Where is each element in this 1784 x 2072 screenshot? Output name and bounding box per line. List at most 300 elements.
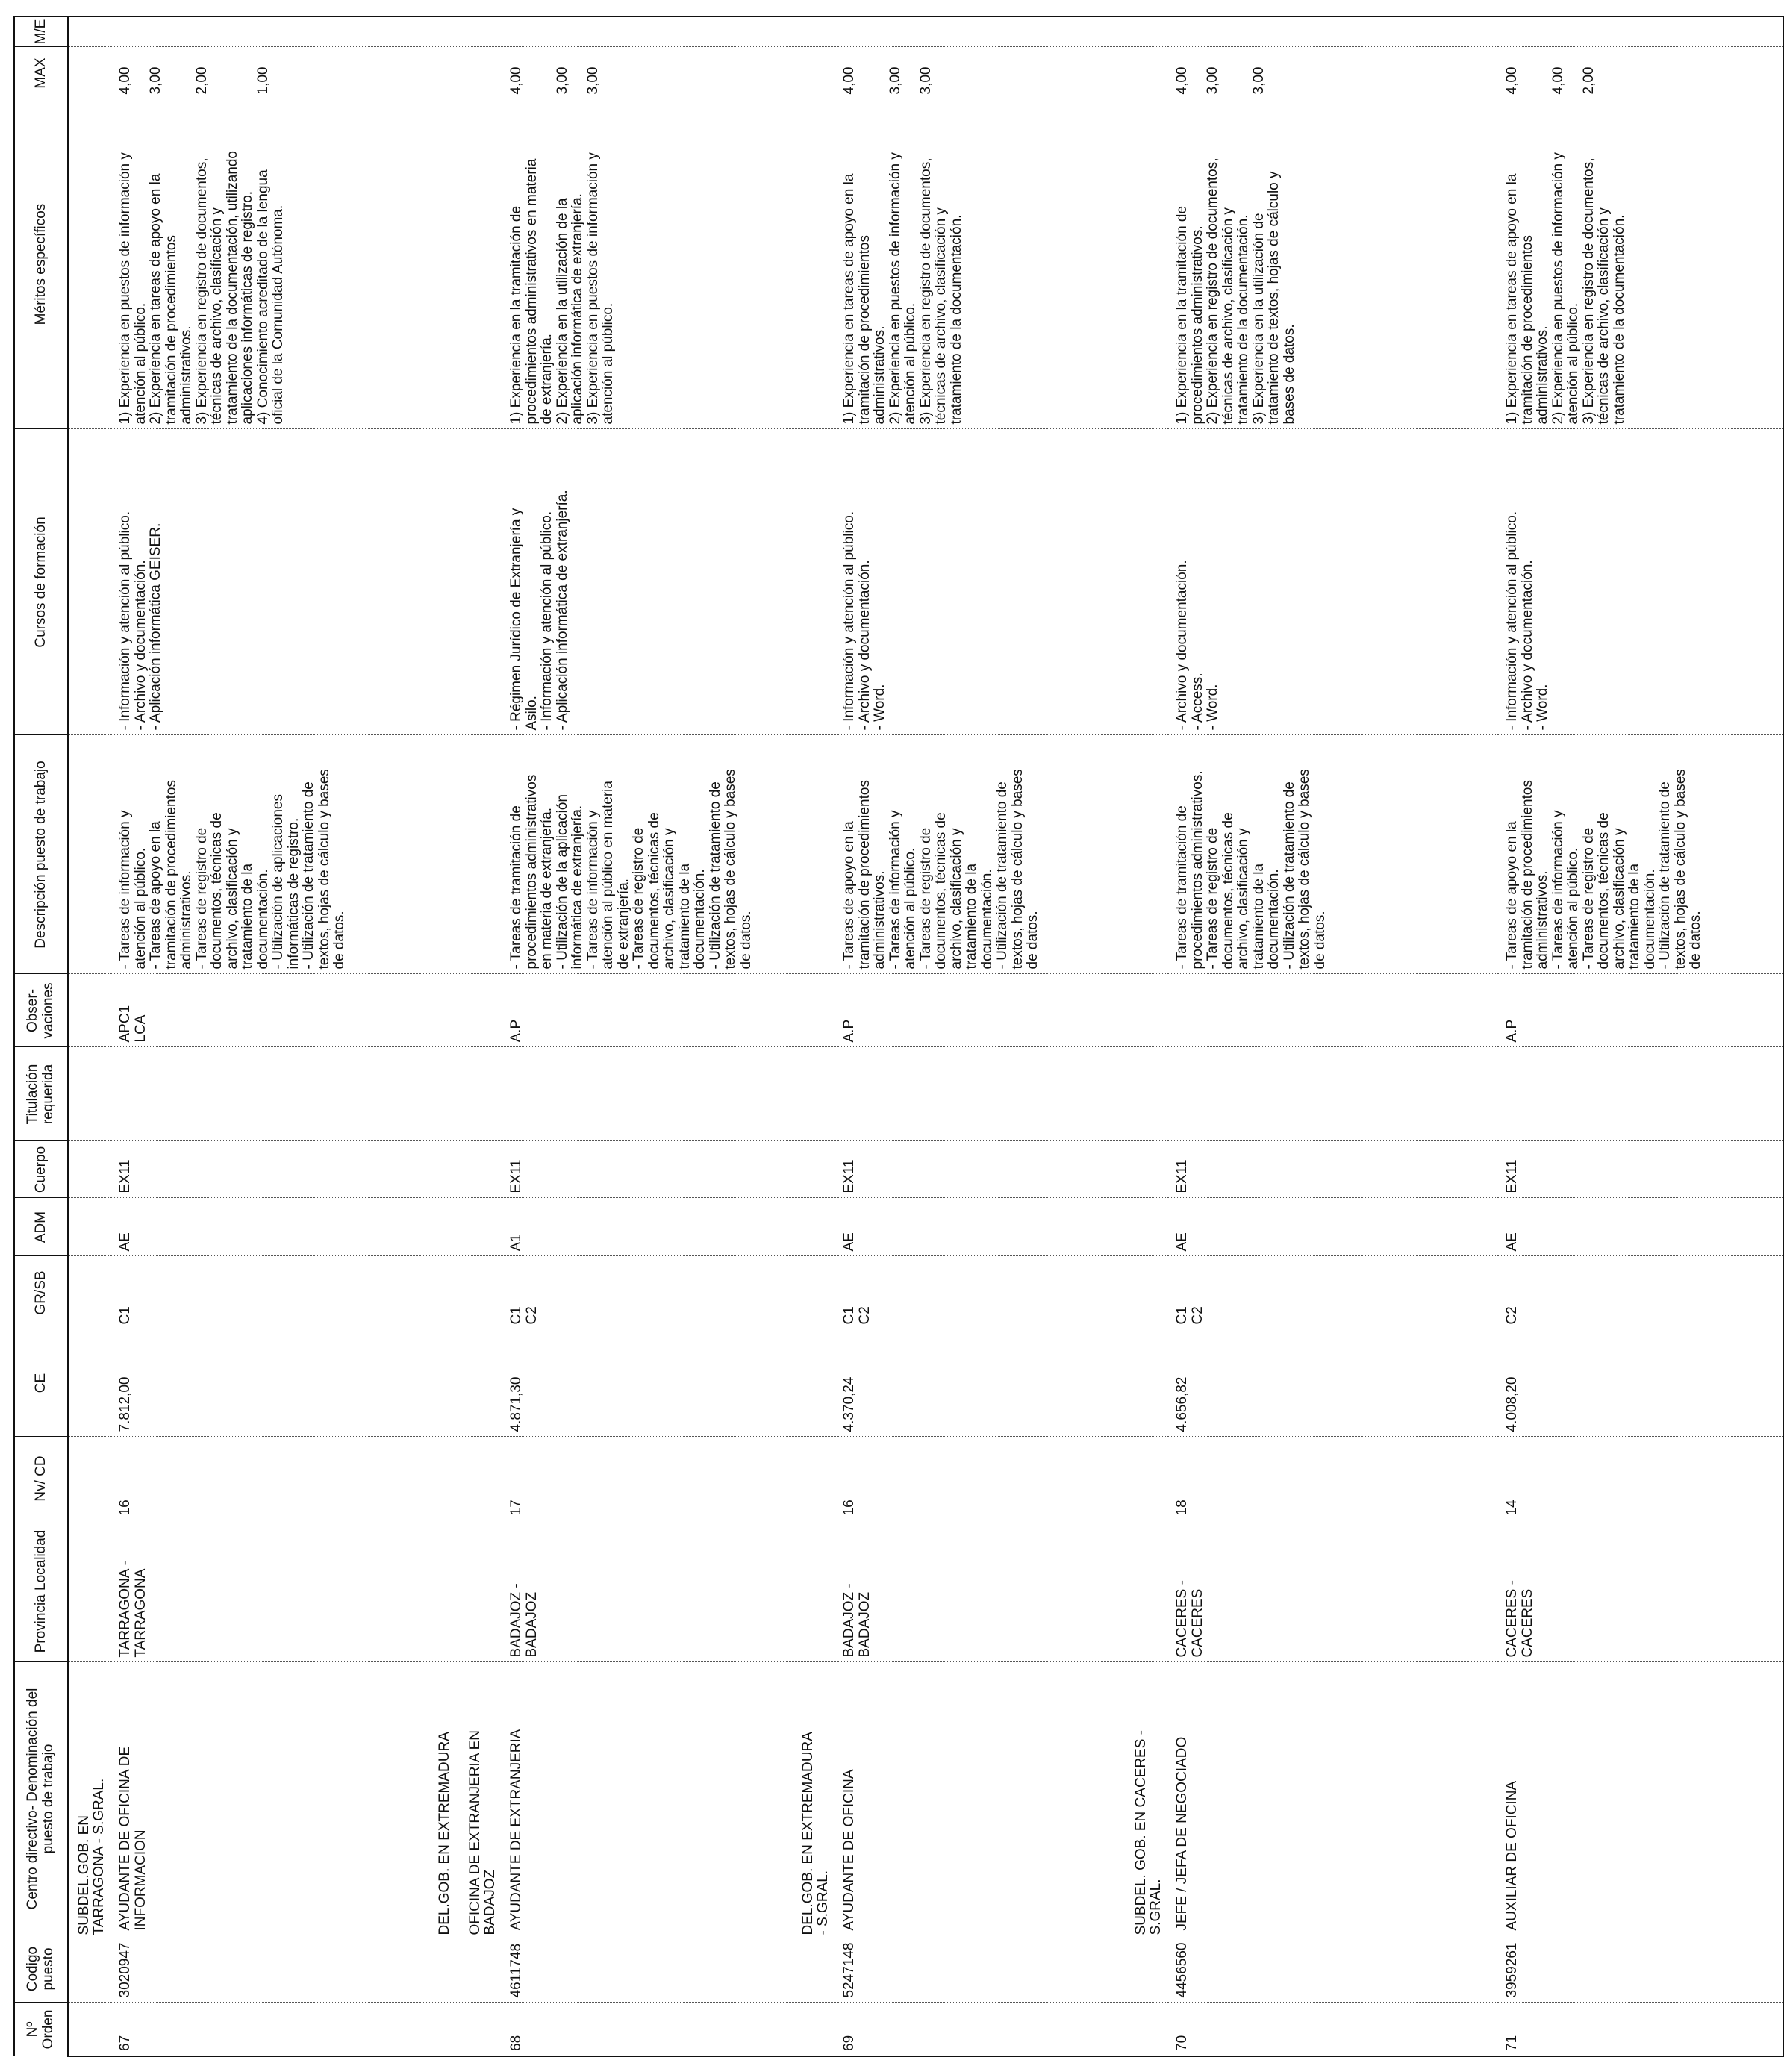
blank-cell bbox=[68, 735, 110, 974]
observaciones-cell bbox=[835, 974, 1126, 1047]
unit-name-line: DEL.GOB. EN EXTREMADURA bbox=[436, 1732, 452, 1935]
meritos-cell bbox=[502, 99, 793, 429]
merito-item bbox=[1505, 104, 1551, 425]
merito-item bbox=[118, 104, 149, 425]
orden-cell bbox=[110, 2003, 402, 2056]
descripcion-cell-text-line: textos, hojas de cálculo y bases bbox=[723, 769, 739, 970]
provincia-cell-text-line: BADAJOZ - bbox=[841, 1583, 857, 1658]
header-observaciones: Obser- vaciones bbox=[14, 974, 68, 1047]
orden-cell bbox=[502, 2003, 793, 2056]
codigo-cell-text bbox=[1505, 1941, 1521, 1998]
merito-line: tramitación de procedimientos bbox=[856, 235, 873, 425]
observaciones-cell-text-line: A.P bbox=[508, 1019, 524, 1043]
codigo-cell bbox=[835, 1935, 1126, 2003]
blank-cell bbox=[793, 99, 835, 429]
merito-line: tratamiento de la documentación. bbox=[1235, 214, 1252, 425]
cursos-cell-text-line: - Archivo y documentación. bbox=[1519, 560, 1535, 731]
meritos-cell bbox=[1497, 99, 1783, 429]
orden-cell bbox=[1167, 2003, 1459, 2056]
cursos-cell-text-line: - Régimen Jurídico de Extranjería y bbox=[508, 508, 524, 731]
max-value: 2,00 bbox=[193, 66, 210, 95]
titulacion-cell bbox=[110, 1047, 402, 1141]
ce-cell-text bbox=[1505, 1335, 1521, 1432]
titulacion-cell bbox=[835, 1047, 1126, 1141]
merito-line: de extranjería. bbox=[539, 334, 555, 425]
merito-line: tramitación de procedimientos bbox=[163, 235, 179, 425]
provincia-cell bbox=[1167, 1520, 1459, 1662]
ce-cell-text bbox=[118, 1335, 134, 1432]
header-provincia: Provincia Localidad bbox=[14, 1520, 68, 1662]
cuerpo-cell-text-line: EX11 bbox=[1504, 1159, 1520, 1193]
descripcion-cell-text-line: de datos. bbox=[1688, 911, 1704, 970]
observaciones-cell bbox=[1167, 974, 1459, 1047]
max-spacer bbox=[179, 52, 195, 95]
max-spacer bbox=[1221, 52, 1237, 95]
descripcion-cell-text-line: documentos, técnicas de bbox=[646, 812, 662, 970]
observaciones-cell-text-line: APC1 bbox=[117, 1005, 133, 1043]
merito-line: procedimientos administrativos. bbox=[1189, 225, 1206, 425]
blank-cell bbox=[793, 1520, 835, 1662]
nivel-cell bbox=[110, 1437, 402, 1520]
provincia-cell-text-line: TARRAGONA - bbox=[117, 1561, 133, 1658]
blank-cell bbox=[68, 47, 110, 99]
blank-cell bbox=[1459, 429, 1497, 735]
blank-cell bbox=[402, 1047, 502, 1141]
codigo-cell-text-line: 4456560 bbox=[1174, 1942, 1190, 1998]
me-cell bbox=[835, 16, 1126, 47]
header-adm: ADM bbox=[14, 1198, 68, 1256]
titulacion-cell-text-line bbox=[842, 1052, 858, 1137]
max-spacer bbox=[1566, 52, 1582, 95]
cuerpo-cell bbox=[1167, 1141, 1459, 1198]
grupo-cell-text-line: C1 bbox=[117, 1306, 133, 1325]
grupo-cell-text bbox=[1175, 1261, 1206, 1325]
cursos-cell-text-line: - Word. bbox=[1535, 684, 1551, 731]
descripcion-cell-text bbox=[842, 740, 1041, 970]
merito-line: 3) Experiencia en registro de documentos, bbox=[917, 157, 934, 425]
cuerpo-cell-text-line: EX11 bbox=[841, 1159, 857, 1193]
descripcion-cell-text-line: - Tareas de información y bbox=[117, 810, 133, 970]
puesto-cell-text-line: AYUDANTE DE OFICINA bbox=[841, 1769, 857, 1931]
blank-cell bbox=[1459, 1437, 1497, 1520]
descripcion-cell-text-line: textos, hojas de cálculo y bases bbox=[1297, 769, 1313, 970]
nivel-cell-text-line: 17 bbox=[508, 1500, 524, 1516]
blank-cell bbox=[1126, 16, 1167, 47]
puesto-cell-text bbox=[509, 1667, 525, 1931]
descripcion-cell-text-line: - Tareas de información y bbox=[584, 810, 601, 970]
unit-row bbox=[68, 16, 110, 2056]
blank-cell bbox=[68, 16, 110, 47]
max-spacer bbox=[1612, 52, 1628, 95]
unit-name-line: OFICINA DE EXTRANJERIA EN bbox=[467, 1730, 483, 1935]
descripcion-cell bbox=[1167, 735, 1459, 974]
merito-line: 3) Experiencia en registro de documentos, bbox=[193, 157, 210, 425]
unit-name bbox=[1134, 1663, 1164, 1935]
codigo-cell-text bbox=[118, 1941, 134, 1998]
descripcion-cell-text-line: administrativos. bbox=[1535, 870, 1551, 970]
unit-cell bbox=[1459, 1662, 1497, 1935]
cursos-cell-text bbox=[509, 434, 570, 731]
ce-cell bbox=[835, 1329, 1126, 1437]
cursos-cell bbox=[1497, 429, 1783, 735]
merito-item bbox=[555, 104, 586, 425]
descripcion-cell-text-line: documentos, técnicas de bbox=[1596, 812, 1612, 970]
codigo-cell-text-line: 4611748 bbox=[508, 1943, 524, 1998]
blank-cell bbox=[68, 1198, 110, 1256]
descripcion-cell-text-line: documentación. bbox=[1266, 869, 1282, 970]
me-cell bbox=[502, 16, 793, 47]
provincia-cell-text-line: TARRAGONA bbox=[132, 1568, 149, 1658]
table-row bbox=[110, 16, 402, 2056]
header-codigo: Codigo puesto bbox=[14, 1935, 68, 2003]
descripcion-cell-text-line: - Utilización de tratamiento de bbox=[994, 781, 1011, 970]
cuerpo-cell-text-line: EX11 bbox=[117, 1159, 133, 1193]
grupo-cell bbox=[502, 1256, 793, 1329]
merito-line: tratamiento de la documentación. bbox=[1611, 214, 1627, 425]
codigo-cell-text bbox=[1175, 1941, 1191, 1998]
blank-cell bbox=[1126, 1141, 1167, 1198]
adm-cell-text-line: AE bbox=[1504, 1232, 1520, 1252]
merito-line: 2) Experiencia en registro de documentos, bbox=[1205, 157, 1221, 425]
header-ce: CE bbox=[14, 1329, 68, 1437]
puesto-cell-text-line: INFORMACION bbox=[132, 1829, 149, 1931]
header-meritos: Méritos específicos bbox=[14, 99, 68, 429]
blank-cell bbox=[68, 1935, 110, 2003]
provincia-cell-text-line: CACERES bbox=[1189, 1588, 1206, 1658]
codigo-cell bbox=[502, 1935, 793, 2003]
descripcion-cell-text-line: - Utilización de aplicaciones bbox=[270, 794, 287, 970]
nivel-cell-text bbox=[1505, 1442, 1521, 1516]
cursos-cell-text-line: - Word. bbox=[872, 684, 888, 731]
blank-cell bbox=[1126, 1935, 1167, 2003]
descripcion-cell-text-line: documentación. bbox=[255, 869, 271, 970]
descripcion-cell-text-line: - Tareas de apoyo en la bbox=[148, 821, 164, 970]
max-value: 3,00 bbox=[917, 66, 934, 95]
cursos-cell-text-line: - Archivo y documentación. bbox=[856, 560, 873, 731]
descripcion-cell-text-line: tratamiento de la bbox=[676, 863, 693, 970]
merito-item bbox=[509, 104, 555, 425]
meritos-cell bbox=[835, 99, 1126, 429]
merito-line: 1) Experiencia en la tramitación de bbox=[1174, 205, 1190, 425]
nivel-cell bbox=[1167, 1437, 1459, 1520]
blank-cell bbox=[1126, 429, 1167, 735]
observaciones-cell-text bbox=[1505, 979, 1521, 1043]
codigo-cell-text-line: 5247148 bbox=[841, 1942, 857, 1998]
provincia-cell bbox=[110, 1520, 402, 1662]
merito-item bbox=[888, 104, 919, 425]
unit-cell bbox=[793, 1662, 835, 1935]
max-value: 4,00 bbox=[1174, 66, 1190, 95]
merito-line: aplicación informática de extranjería. bbox=[570, 193, 586, 425]
descripcion-cell-text-line: atención al público. bbox=[902, 847, 919, 970]
nivel-cell-text-line: 18 bbox=[1174, 1500, 1190, 1516]
unit-name bbox=[77, 1663, 107, 1935]
descripcion-cell-text-line: - Tareas de información y bbox=[887, 810, 903, 970]
merito-line: 1) Experiencia en puestos de información y bbox=[117, 152, 133, 425]
grupo-cell bbox=[1497, 1256, 1783, 1329]
titulacion-cell-text bbox=[509, 1052, 525, 1137]
merito-line: atención al público. bbox=[132, 302, 149, 425]
ce-cell-text bbox=[1175, 1335, 1191, 1432]
me-cell bbox=[110, 16, 402, 47]
merito-line: administrativos. bbox=[872, 325, 888, 425]
nivel-cell bbox=[502, 1437, 793, 1520]
descripcion-cell-text-line: administrativos. bbox=[178, 870, 195, 970]
orden-cell-text-line: 71 bbox=[1504, 2035, 1520, 2051]
ce-cell-text bbox=[509, 1335, 525, 1432]
provincia-cell bbox=[835, 1520, 1126, 1662]
max-spacer bbox=[164, 52, 180, 95]
blank-cell bbox=[1126, 47, 1167, 99]
table-row bbox=[1497, 16, 1783, 2056]
merito-line: tratamiento de la documentación. bbox=[948, 214, 964, 425]
table-row bbox=[835, 16, 1126, 2056]
descripcion-cell-text-line: archivo, clasificación y bbox=[661, 828, 678, 970]
nivel-cell-text bbox=[118, 1442, 134, 1516]
puesto-cell-text-line: JEFE / JEFA DE NEGOCIADO bbox=[1174, 1736, 1190, 1931]
blank-cell bbox=[793, 1437, 835, 1520]
merito-item bbox=[1175, 104, 1206, 425]
adm-cell-text bbox=[1175, 1203, 1191, 1252]
adm-cell bbox=[502, 1198, 793, 1256]
blank-cell bbox=[793, 2003, 835, 2056]
max-spacer bbox=[934, 52, 949, 95]
provincia-cell-text-line: CACERES - bbox=[1504, 1580, 1520, 1658]
header-cursos: Cursos de formación bbox=[14, 429, 68, 735]
blank-cell bbox=[402, 47, 502, 99]
descripcion-cell-text-line: documentos, técnicas de bbox=[1220, 812, 1236, 970]
grupo-cell-text-line: C2 bbox=[1504, 1306, 1520, 1325]
blank-cell bbox=[1459, 1256, 1497, 1329]
cursos-cell-text-line: - Access. bbox=[1189, 673, 1206, 731]
blank-cell bbox=[1126, 735, 1167, 974]
ce-cell bbox=[502, 1329, 793, 1437]
merito-item bbox=[842, 104, 888, 425]
max-spacer bbox=[525, 52, 540, 95]
descripcion-cell-text-line: textos, hojas de cálculo y bases bbox=[316, 769, 332, 970]
blank-cell bbox=[793, 16, 835, 47]
max-value: 3,00 bbox=[1250, 66, 1267, 95]
adm-cell bbox=[835, 1198, 1126, 1256]
titulacion-cell-text bbox=[1175, 1052, 1191, 1137]
blank-cell bbox=[402, 1935, 502, 2003]
blank-cell bbox=[1126, 1256, 1167, 1329]
blank-cell bbox=[68, 429, 110, 735]
merito-line: 3) Experiencia en la utilización de bbox=[1250, 213, 1267, 425]
puesto-cell bbox=[1167, 1662, 1459, 1935]
blank-cell bbox=[68, 974, 110, 1047]
header-max: MAX bbox=[14, 47, 68, 99]
merito-line: procedimientos administrativos en materia bbox=[523, 158, 540, 425]
merito-item bbox=[256, 104, 287, 425]
cuerpo-cell-text-line: EX11 bbox=[508, 1159, 524, 1193]
adm-cell-text bbox=[118, 1203, 134, 1252]
blank-cell bbox=[1459, 1141, 1497, 1198]
codigo-cell-text-line: 3959261 bbox=[1504, 1942, 1520, 1998]
blank-cell bbox=[1459, 99, 1497, 429]
max-value: 4,00 bbox=[117, 66, 133, 95]
grupo-cell-text-line: C2 bbox=[1189, 1306, 1206, 1325]
blank-cell bbox=[1459, 1520, 1497, 1662]
nivel-cell bbox=[1497, 1437, 1783, 1520]
descripcion-cell-text bbox=[509, 740, 754, 970]
merito-line: 1) Experiencia en la tramitación de bbox=[508, 205, 524, 425]
adm-cell-text-line: A1 bbox=[508, 1234, 524, 1252]
unit-name-line: SUBDEL. GOB. EN CACERES - bbox=[1132, 1729, 1149, 1935]
unit-row bbox=[402, 16, 502, 2056]
blank-cell bbox=[1459, 16, 1497, 47]
descripcion-cell-text bbox=[1505, 740, 1704, 970]
table-row bbox=[502, 16, 793, 2056]
blank-cell bbox=[1459, 735, 1497, 974]
descripcion-cell-text-line: de datos. bbox=[737, 911, 754, 970]
merito-item bbox=[149, 104, 195, 425]
max-value: 3,00 bbox=[1205, 66, 1221, 95]
cursos-cell-text-line: - Archivo y documentación. bbox=[1174, 560, 1190, 731]
observaciones-cell-text bbox=[509, 979, 525, 1043]
cuerpo-cell bbox=[835, 1141, 1126, 1198]
grupo-cell bbox=[835, 1256, 1126, 1329]
descripcion-cell-text-line: procedimientos administrativos. bbox=[1189, 770, 1206, 970]
orden-cell-text bbox=[1175, 2008, 1191, 2052]
provincia-cell bbox=[1497, 1520, 1783, 1662]
blank-cell bbox=[1126, 99, 1167, 429]
codigo-cell bbox=[110, 1935, 402, 2003]
table-row bbox=[1167, 16, 1459, 2056]
puesto-cell-text bbox=[1505, 1667, 1521, 1931]
codigo-cell-text bbox=[842, 1941, 858, 1998]
nivel-cell-text-line: 16 bbox=[117, 1500, 133, 1516]
cursos-cell-text-line: - Archivo y documentación. bbox=[132, 560, 149, 731]
descripcion-cell-text-line: informáticas de registro. bbox=[285, 817, 302, 970]
blank-cell bbox=[793, 1141, 835, 1198]
puesto-cell bbox=[1497, 1662, 1783, 1935]
unit-name-line bbox=[452, 1663, 468, 1935]
grupo-cell-text-line: C1 bbox=[841, 1306, 857, 1325]
descripcion-cell-text-line: tramitación de procedimientos bbox=[163, 780, 179, 970]
provincia-cell-text bbox=[1175, 1526, 1206, 1658]
cuerpo-cell-text bbox=[1505, 1146, 1521, 1193]
observaciones-cell-text-line: A.P bbox=[1504, 1019, 1520, 1043]
adm-cell-text bbox=[509, 1203, 525, 1252]
grupo-cell-text bbox=[509, 1261, 540, 1325]
cuerpo-cell-text bbox=[509, 1146, 525, 1193]
descripcion-cell-text-line: - Tareas de registro de bbox=[193, 827, 210, 970]
provincia-cell-text-line: BADAJOZ - bbox=[508, 1583, 524, 1658]
cursos-cell-text-line: - Aplicación informática de extranjería. bbox=[554, 490, 570, 731]
descripcion-cell-text-line: tratamiento de la bbox=[1627, 863, 1643, 970]
descripcion-cell-text-line: atención al público. bbox=[132, 847, 149, 970]
adm-cell-text-line: AE bbox=[1174, 1232, 1190, 1252]
max-spacer bbox=[1282, 52, 1298, 95]
orden-cell-text-line: 69 bbox=[841, 2035, 857, 2051]
merito-line: técnicas de archivo, clasificación y bbox=[1596, 207, 1612, 425]
unit-name bbox=[801, 1663, 832, 1935]
unit-cell bbox=[402, 1662, 502, 1935]
puesto-cell-text-line: AYUDANTE DE EXTRANJERIA bbox=[508, 1729, 524, 1931]
puesto-cell bbox=[110, 1662, 402, 1935]
cursos-cell-text-line: - Aplicación informática GEISER. bbox=[148, 522, 164, 731]
unit-row bbox=[793, 16, 835, 2056]
observaciones-cell-text bbox=[842, 979, 858, 1043]
merito-line: 2) Experiencia en puestos de información y bbox=[887, 152, 903, 425]
ce-cell bbox=[1167, 1329, 1459, 1437]
orden-cell-text-line: 67 bbox=[117, 2035, 133, 2051]
titulacion-cell-text bbox=[842, 1052, 858, 1137]
blank-cell bbox=[1126, 1198, 1167, 1256]
grupo-cell-text-line: C1 bbox=[508, 1306, 524, 1325]
descripcion-cell-text-line: de datos. bbox=[1312, 911, 1328, 970]
max-value: 4,00 bbox=[841, 66, 857, 95]
adm-cell-text bbox=[1505, 1203, 1521, 1252]
descripcion-cell-text-line: tramitación de procedimientos bbox=[856, 780, 873, 970]
orden-cell-text-line: 70 bbox=[1174, 2035, 1190, 2051]
merito-line: 2) Experiencia en la utilización de la bbox=[554, 198, 570, 425]
blank-cell bbox=[402, 1520, 502, 1662]
descripcion-cell-text-line: - Tareas de registro de bbox=[1580, 827, 1597, 970]
titulacion-cell-text-line bbox=[509, 1052, 525, 1137]
header-centro: Centro directivo- Denominación del puesto de trabajo bbox=[14, 1662, 68, 1935]
adm-cell-text-line: AE bbox=[117, 1232, 133, 1252]
max-value: 1,00 bbox=[255, 66, 271, 95]
max-spacer bbox=[134, 52, 149, 95]
max-value: 3,00 bbox=[584, 66, 601, 95]
descripcion-cell-text-line: en materia de extranjería. bbox=[539, 807, 555, 970]
cuerpo-cell bbox=[502, 1141, 793, 1198]
descripcion-cell-text-line: archivo, clasificación y bbox=[948, 828, 964, 970]
provincia-cell-text bbox=[1505, 1526, 1535, 1658]
descripcion-cell-text-line: informática de extranjería. bbox=[570, 805, 586, 970]
merito-line: bases de datos. bbox=[1281, 324, 1297, 425]
codigo-cell-text-line: 3020947 bbox=[117, 1942, 133, 1998]
merito-line: 1) Experiencia en tareas de apoyo en la bbox=[841, 173, 857, 425]
merito-line: administrativos. bbox=[1535, 325, 1551, 425]
blank-cell bbox=[1126, 1520, 1167, 1662]
merito-item bbox=[1582, 104, 1628, 425]
descripcion-cell-text-line: de extranjería. bbox=[615, 879, 631, 970]
cuerpo-cell bbox=[110, 1141, 402, 1198]
blank-cell bbox=[793, 735, 835, 974]
merito-item bbox=[1206, 104, 1252, 425]
cursos-cell bbox=[502, 429, 793, 735]
cursos-cell-text bbox=[842, 434, 888, 731]
blank-cell bbox=[1459, 2003, 1497, 2056]
descripcion-cell-text-line: - Utilización de tratamiento de bbox=[707, 781, 723, 970]
cursos-cell-text bbox=[118, 434, 164, 731]
merito-item bbox=[586, 104, 617, 425]
orden-cell-text bbox=[509, 2008, 525, 2052]
provincia-cell-text bbox=[509, 1526, 540, 1658]
ce-cell-text bbox=[842, 1335, 858, 1432]
puesto-cell-text bbox=[1175, 1667, 1191, 1931]
descripcion-cell-text-line: textos, hojas de cálculo y bases bbox=[1009, 769, 1026, 970]
observaciones-cell-text bbox=[118, 979, 149, 1043]
provincia-cell-text bbox=[118, 1526, 149, 1658]
blank-cell bbox=[68, 1141, 110, 1198]
max-spacer bbox=[1521, 52, 1536, 95]
observaciones-cell-text-line: A.P bbox=[841, 1019, 857, 1043]
puesto-cell-text bbox=[842, 1667, 858, 1931]
max-cell bbox=[502, 47, 793, 99]
cuerpo-cell bbox=[1497, 1141, 1783, 1198]
descripcion-cell-text-line: - Tareas de registro de bbox=[1205, 827, 1221, 970]
nivel-cell bbox=[835, 1437, 1126, 1520]
descripcion-cell-text-line: tratamiento de la bbox=[1250, 863, 1267, 970]
descripcion-cell-text-line: textos, hojas de cálculo y bases bbox=[1672, 769, 1688, 970]
descripcion-cell-text-line: - Tareas de apoyo en la bbox=[841, 821, 857, 970]
blank-cell bbox=[68, 99, 110, 429]
descripcion-cell-text-line: - Utilización de tratamiento de bbox=[301, 781, 317, 970]
